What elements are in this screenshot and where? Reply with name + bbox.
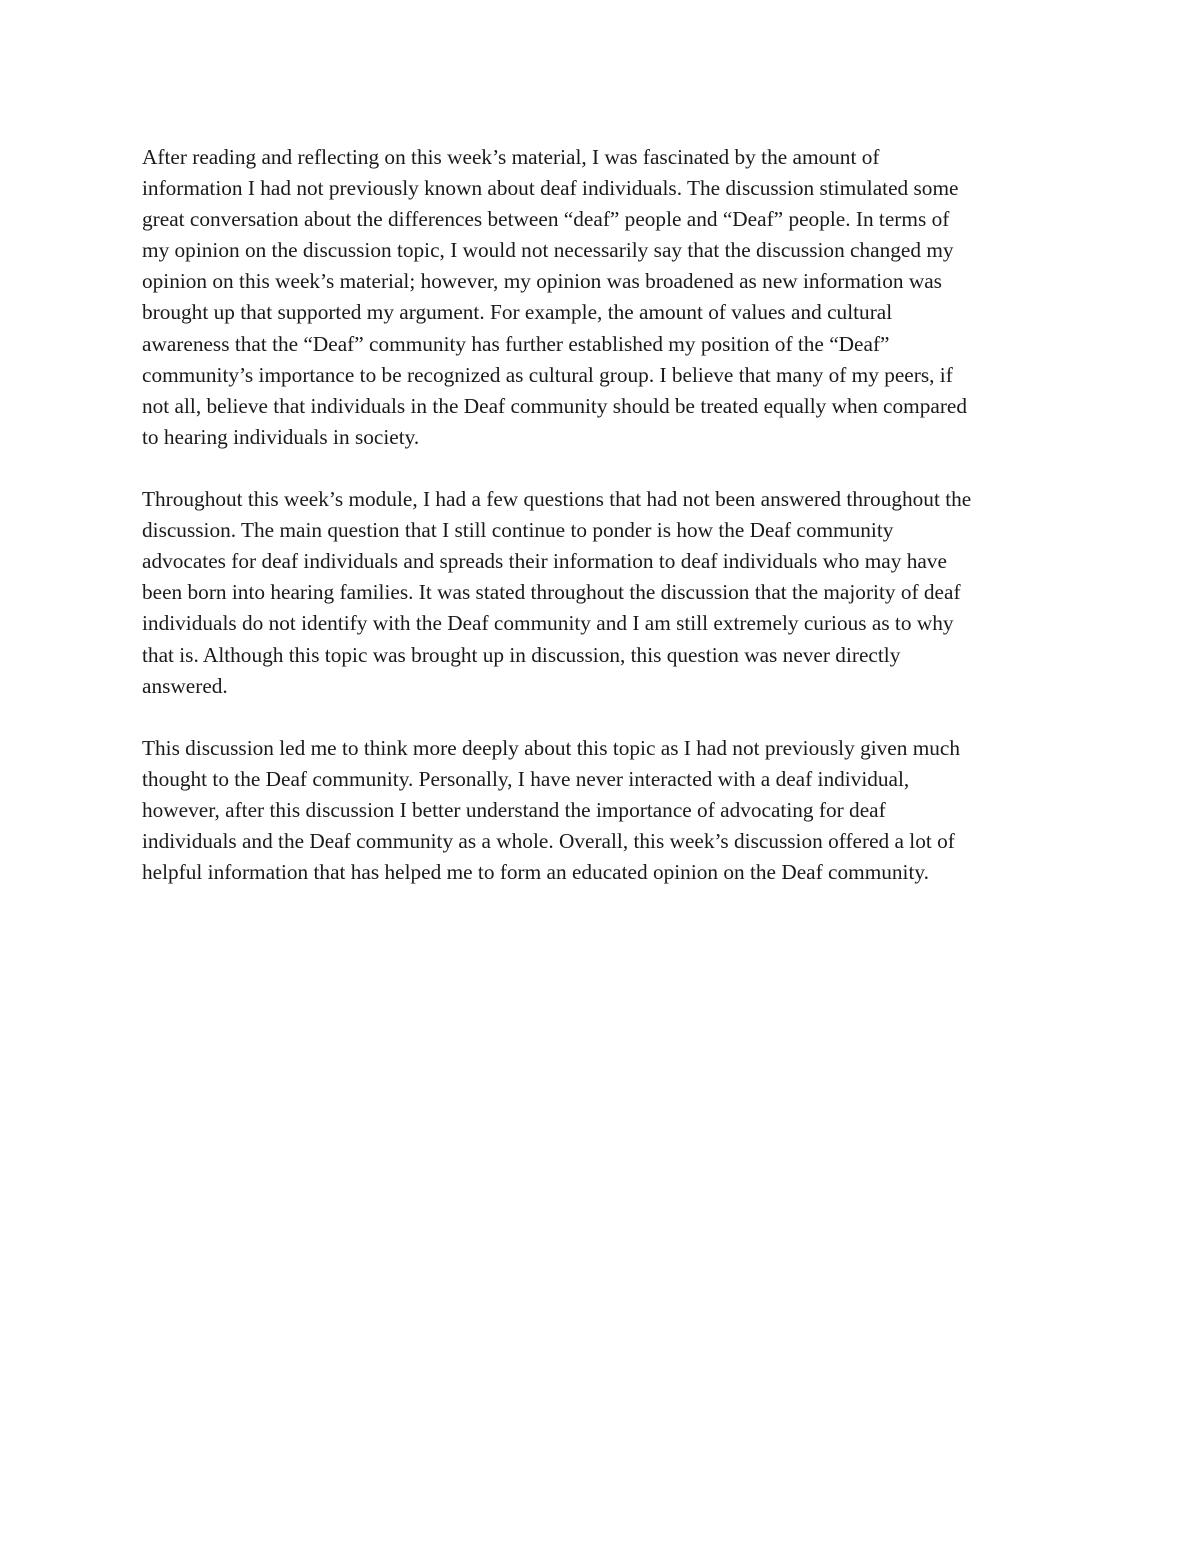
text-line: information I had not previously known about deaf individuals. The discussion stimulated some: [142, 176, 959, 201]
text-line: brought up that supported my argument. For example, the amount of values and cultural: [142, 300, 893, 325]
text-line: great conversation about the differences between “deaf” people and “Deaf” people. In terms of: [142, 207, 950, 232]
text-line: After reading and reflecting on this week’s material, I was fascinated by the amount of: [142, 145, 880, 169]
text-line: awareness that the “Deaf” community has further established my position of the “Deaf”: [142, 331, 890, 356]
text-line: individuals do not identify with the Deaf community and I am still extremely curious as to why: [142, 611, 954, 636]
text-line: however, after this discussion I better understand the importance of advocating for deaf: [142, 797, 886, 822]
text-line: individuals and the Deaf community as a whole. Overall, this week’s discussion offered a lot of: [142, 829, 955, 854]
text-line: helpful information that has helped me to form an educated opinion on the Deaf community.: [142, 860, 929, 885]
text-line: This discussion led me to think more deeply about this topic as I had not previously given much: [142, 735, 961, 760]
text-line: advocates for deaf individuals and spreads their information to deaf individuals who may have: [142, 549, 947, 574]
text-line: opinion on this week’s material; however, my opinion was broadened as new information was: [142, 269, 942, 294]
paragraph-questions: [142, 484, 1072, 702]
text-line: that is. Although this topic was brought up in discussion, this question was never directly: [142, 642, 901, 667]
text-line: answered.: [142, 673, 228, 698]
paragraph-reflection: [142, 142, 1072, 453]
document-body: [142, 142, 1072, 919]
text-line: Throughout this week’s module, I had a few questions that had not been answered throughout the: [142, 487, 972, 512]
text-line: to hearing individuals in society.: [142, 424, 420, 449]
text-line: community’s importance to be recognized as cultural group. I believe that many of my peers, if: [142, 362, 953, 387]
text-line: been born into hearing families. It was stated throughout the discussion that the majority of deaf: [142, 580, 961, 605]
paragraph-conclusion: [142, 733, 1072, 888]
text-line: my opinion on the discussion topic, I would not necessarily say that the discussion changed my: [142, 238, 954, 263]
text-line: not all, believe that individuals in the Deaf community should be treated equally when compared: [142, 393, 968, 418]
text-line: discussion. The main question that I still continue to ponder is how the Deaf community: [142, 518, 894, 543]
text-line: thought to the Deaf community. Personally, I have never interacted with a deaf individual,: [142, 766, 910, 791]
